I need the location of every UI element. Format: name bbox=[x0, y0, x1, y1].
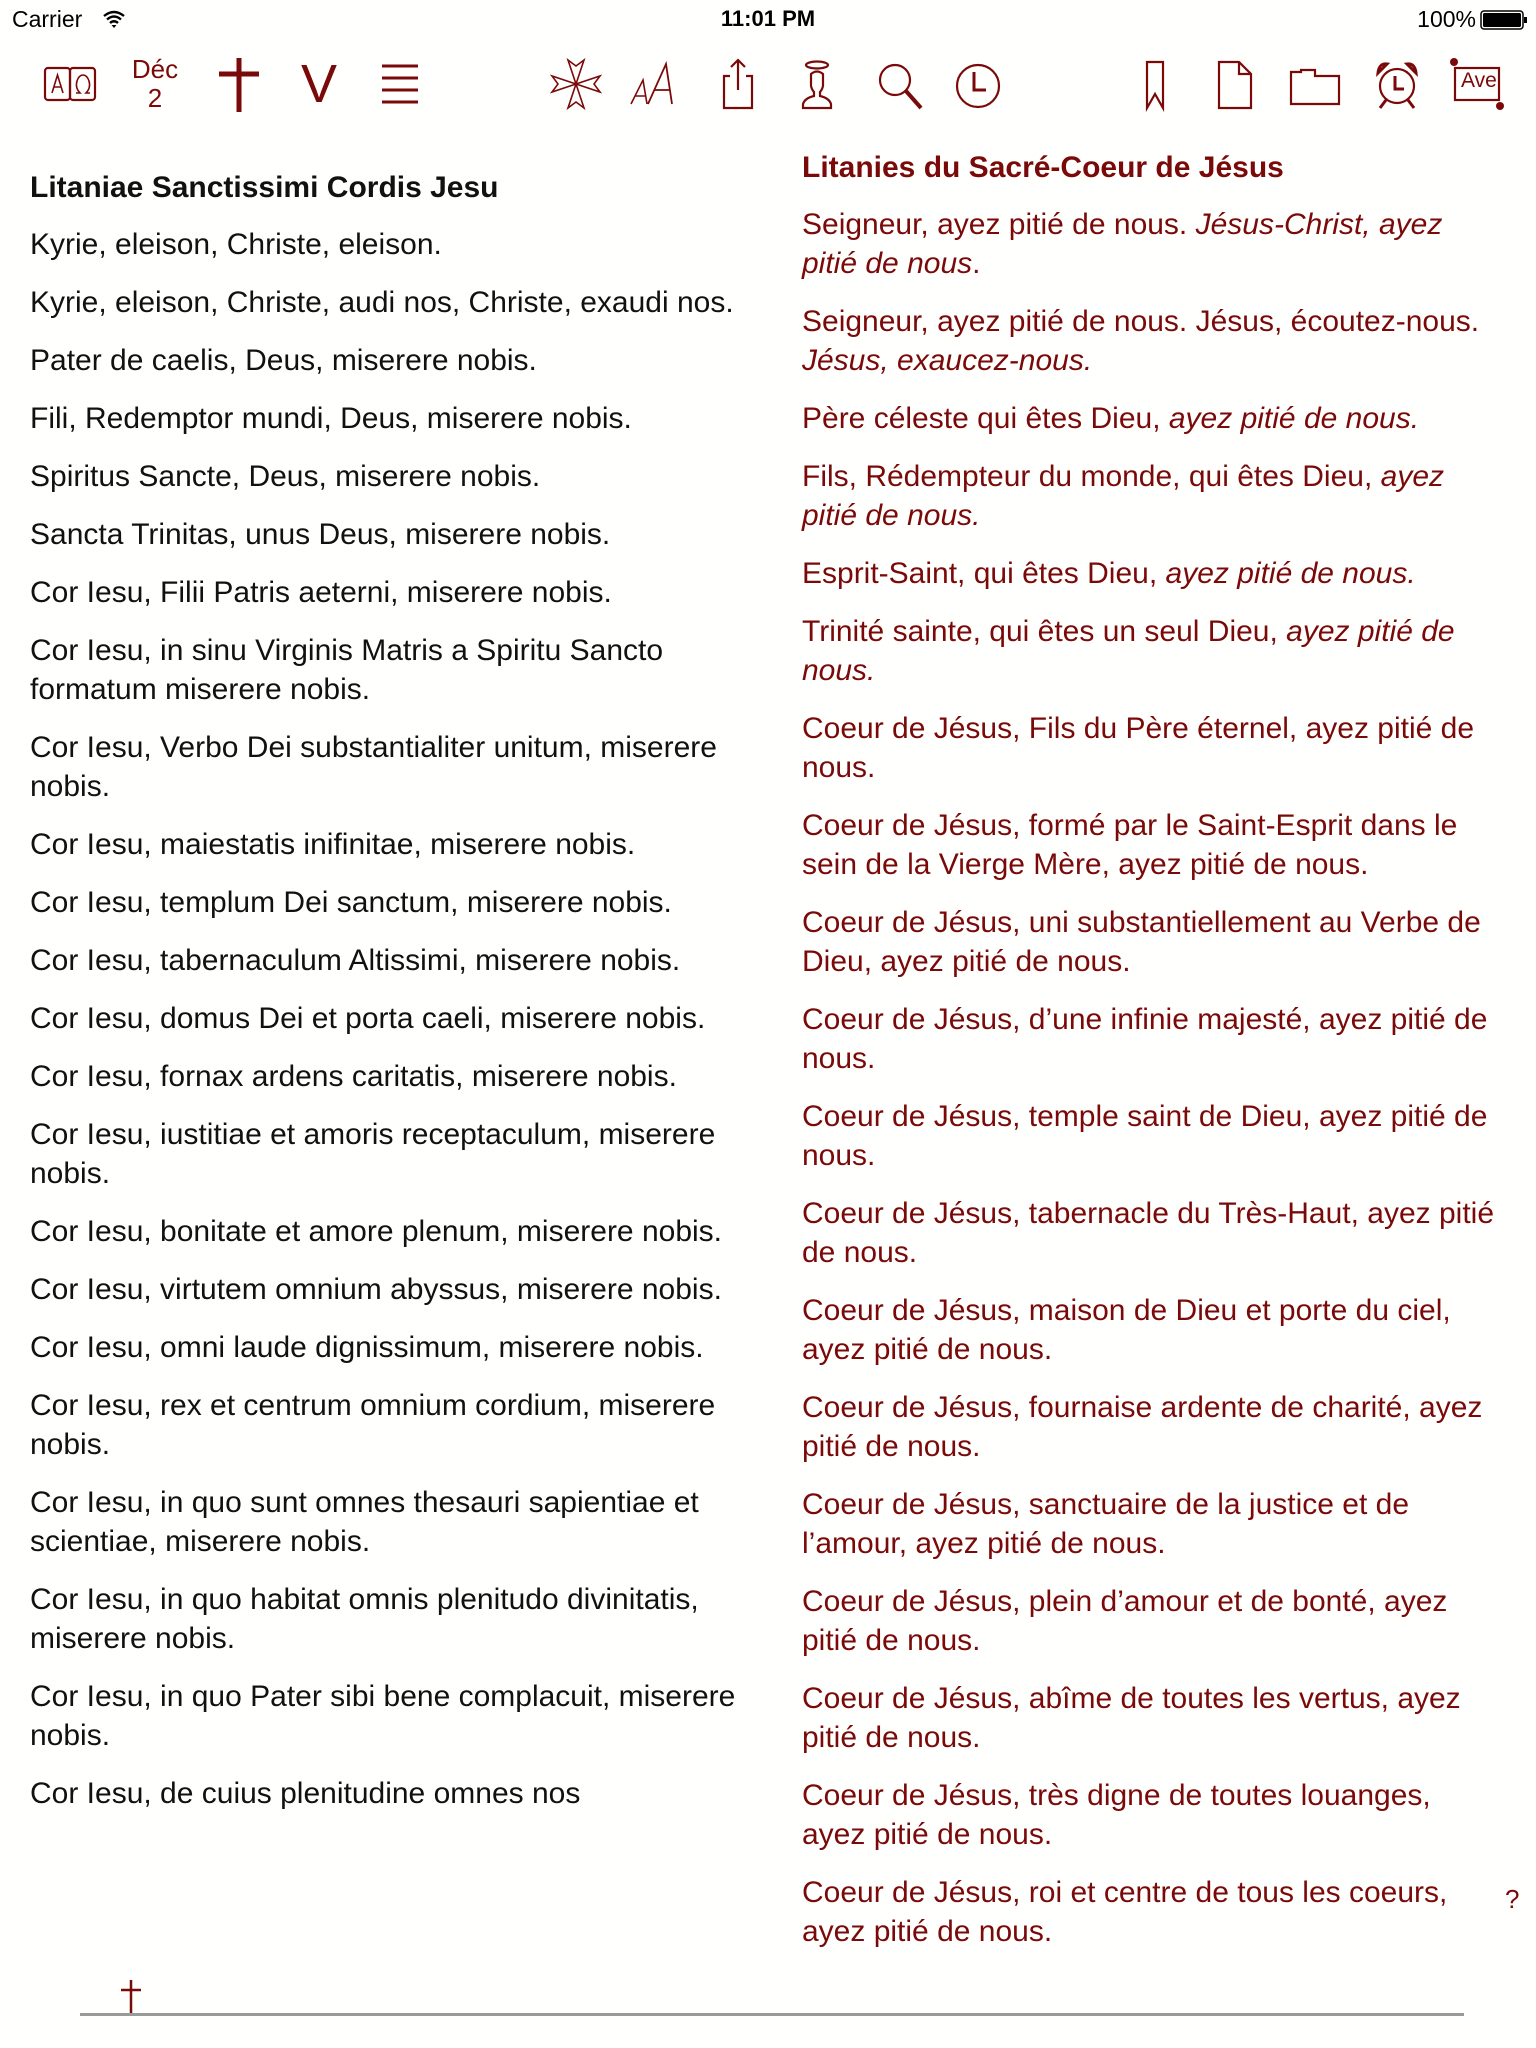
french-verse bbox=[802, 205, 1497, 283]
search-button[interactable] bbox=[867, 52, 931, 116]
french-verse bbox=[802, 457, 1497, 535]
v-icon: V bbox=[300, 54, 338, 114]
verse-text: Coeur de Jésus, temple saint de Dieu, ayez pitié de nous. bbox=[802, 1100, 1488, 1172]
french-verse bbox=[802, 806, 1497, 884]
font-size-icon bbox=[628, 56, 684, 112]
verse-text: Coeur de Jésus, Fils du Père éternel, ayez pitié de nous. bbox=[802, 712, 1475, 784]
verse-response: Jésus, exaucez-nous. bbox=[802, 344, 1093, 377]
latin-verse: Cor Iesu, in sinu Virginis Matris a Spiritu Sancto formatum miserere nobis. bbox=[30, 634, 664, 706]
verse-text: Coeur de Jésus, roi et centre de tous les coeurs, ayez pitié de nous. bbox=[802, 1876, 1448, 1948]
verse-text: Coeur de Jésus, maison de Dieu et porte du ciel, ayez pitié de nous. bbox=[802, 1294, 1451, 1366]
verse-text: Esprit-Saint, qui êtes Dieu, bbox=[802, 557, 1166, 590]
verse-text: Coeur de Jésus, formé par le Saint-Esprit dans le sein de la Vierge Mère, ayez pitié de nous. bbox=[802, 809, 1458, 881]
french-verse bbox=[802, 1776, 1497, 1854]
verse-text: Coeur de Jésus, d’une infinie majesté, ayez pitié de nous. bbox=[802, 1003, 1488, 1075]
verse-text: Coeur de Jésus, abîme de toutes les vertus, ayez pitié de nous. bbox=[802, 1682, 1461, 1754]
history-button[interactable] bbox=[946, 52, 1010, 116]
latin-verse: Cor Iesu, tabernaculum Altissimi, miserere nobis. bbox=[30, 944, 681, 977]
battery-percent: 100% bbox=[1417, 6, 1476, 32]
latin-verse: Cor Iesu, bonitate et amore plenum, miserere nobis. bbox=[30, 1215, 723, 1248]
v-button[interactable] bbox=[287, 52, 351, 116]
latin-verse: Cor Iesu, Filii Patris aeterni, miserere nobis. bbox=[30, 576, 612, 609]
latin-verse: Cor Iesu, iustitiae et amoris receptaculum, miserere nobis. bbox=[30, 1118, 716, 1190]
page-scrubber-track[interactable] bbox=[80, 2013, 1464, 2016]
french-title: Litanies du Sacré-Coeur de Jésus bbox=[802, 151, 1284, 184]
clock-icon bbox=[950, 56, 1006, 112]
cross-icon bbox=[211, 56, 267, 112]
french-verse bbox=[802, 302, 1497, 380]
folder-icon bbox=[1287, 56, 1343, 112]
maltese-cross-icon bbox=[548, 56, 604, 112]
alpha-omega-icon bbox=[42, 56, 98, 112]
date-day: 2 bbox=[147, 83, 163, 113]
cross-button[interactable] bbox=[207, 52, 271, 116]
french-verse bbox=[802, 1194, 1497, 1272]
verse-text: Coeur de Jésus, uni substantiellement au Verbe de Dieu, ayez pitié de nous. bbox=[802, 906, 1481, 978]
document-button[interactable] bbox=[1203, 52, 1267, 116]
french-verse bbox=[802, 1679, 1497, 1757]
verse-text: Coeur de Jésus, plein d’amour et de bonté, ayez pitié de nous. bbox=[802, 1585, 1448, 1657]
latin-title: Litaniae Sanctissimi Cordis Jesu bbox=[30, 171, 499, 204]
share-button[interactable] bbox=[706, 52, 770, 116]
latin-verse: Pater de caelis, Deus, miserere nobis. bbox=[30, 344, 537, 377]
ave-button[interactable] bbox=[1445, 52, 1509, 116]
latin-verse: Sancta Trinitas, unus Deus, miserere nobis. bbox=[30, 518, 611, 551]
latin-verse: Cor Iesu, domus Dei et porta caeli, miserere nobis. bbox=[30, 1002, 706, 1035]
share-icon bbox=[710, 56, 766, 112]
search-icon bbox=[871, 56, 927, 112]
french-verse bbox=[802, 1000, 1497, 1078]
page-cross-marker-icon[interactable] bbox=[116, 1978, 146, 2016]
verse-text: Seigneur, ayez pitié de nous. Jésus, écoutez-nous. bbox=[802, 305, 1480, 338]
french-paragraphs bbox=[802, 205, 1497, 1951]
verse-text: Père céleste qui êtes Dieu, bbox=[802, 402, 1169, 435]
latin-verse: Cor Iesu, fornax ardens caritatis, miserere nobis. bbox=[30, 1060, 677, 1093]
menu-icon bbox=[372, 56, 428, 112]
battery-icon bbox=[1480, 10, 1528, 30]
bookmark-button[interactable] bbox=[1123, 52, 1187, 116]
latin-column bbox=[30, 168, 750, 1945]
french-verse bbox=[802, 1291, 1497, 1369]
help-button[interactable]: ? bbox=[1505, 1884, 1520, 1914]
french-column bbox=[802, 148, 1497, 1970]
verse-text: Fils, Rédempteur du monde, qui êtes Dieu, bbox=[802, 460, 1381, 493]
french-verse bbox=[802, 1873, 1497, 1951]
carrier-label: Carrier bbox=[12, 6, 83, 32]
latin-verse: Cor Iesu, in quo habitat omnis plenitudo divinitatis, miserere nobis. bbox=[30, 1583, 699, 1655]
latin-verse: Cor Iesu, in quo Pater sibi bene complacuit, miserere nobis. bbox=[30, 1680, 736, 1752]
verse-response: ayez pitié de nous. bbox=[802, 615, 1455, 687]
verse-text: Seigneur, ayez pitié de nous. bbox=[802, 208, 1196, 241]
alpha-omega-button[interactable] bbox=[38, 52, 102, 116]
verse-text: Trinité sainte, qui êtes un seul Dieu, bbox=[802, 615, 1287, 648]
french-verse bbox=[802, 709, 1497, 787]
clock-time: 11:01 PM bbox=[720, 6, 816, 31]
french-verse bbox=[802, 554, 1497, 593]
verse-response: ayez pitié de nous. bbox=[1168, 402, 1420, 435]
french-verse bbox=[802, 903, 1497, 981]
latin-verse: Cor Iesu, in quo sunt omnes thesauri sapientiae et scientiae, miserere nobis. bbox=[30, 1486, 699, 1558]
verse-response: ayez pitié de nous. bbox=[802, 460, 1445, 532]
latin-verse: Cor Iesu, virtutem omnium abyssus, miserere nobis. bbox=[30, 1273, 722, 1306]
latin-verse: Cor Iesu, rex et centrum omnium cordium, miserere nobis. bbox=[30, 1389, 716, 1461]
verse-text: . bbox=[972, 247, 981, 280]
verse-text: Coeur de Jésus, tabernacle du Très-Haut, ayez pitié de nous. bbox=[802, 1197, 1495, 1269]
verse-text: Coeur de Jésus, très digne de toutes louanges, ayez pitié de nous. bbox=[802, 1779, 1431, 1851]
latin-verse: Kyrie, eleison, Christe, eleison. bbox=[30, 228, 442, 261]
alarm-button[interactable] bbox=[1365, 52, 1429, 116]
latin-verse: Cor Iesu, templum Dei sanctum, miserere nobis. bbox=[30, 886, 672, 919]
folder-button[interactable] bbox=[1283, 52, 1347, 116]
latin-verse: Spiritus Sancte, Deus, miserere nobis. bbox=[30, 460, 541, 493]
verse-response: Jésus-Christ, ayez pitié de nous bbox=[802, 208, 1443, 280]
saint-icon bbox=[789, 56, 845, 112]
saint-button[interactable] bbox=[785, 52, 849, 116]
latin-verse: Cor Iesu, de cuius plenitudine omnes nos bbox=[30, 1777, 581, 1810]
latin-verse: Kyrie, eleison, Christe, audi nos, Christe, exaudi nos. bbox=[30, 286, 734, 319]
latin-verse: Cor Iesu, maiestatis inifinitae, miserere nobis. bbox=[30, 828, 636, 861]
french-verse bbox=[802, 612, 1497, 690]
latin-paragraphs bbox=[30, 225, 750, 1813]
french-verse bbox=[802, 1097, 1497, 1175]
latin-verse: Cor Iesu, omni laude dignissimum, miserere nobis. bbox=[30, 1331, 704, 1364]
ave-label: Ave bbox=[1461, 69, 1497, 92]
date-button[interactable] bbox=[123, 52, 187, 116]
wifi-icon bbox=[103, 10, 125, 28]
font-size-button[interactable] bbox=[624, 52, 688, 116]
alarm-icon bbox=[1369, 56, 1425, 112]
verse-text: Coeur de Jésus, sanctuaire de la justice et de l’amour, ayez pitié de nous. bbox=[802, 1488, 1410, 1560]
menu-button[interactable] bbox=[368, 52, 432, 116]
verse-text: Coeur de Jésus, fournaise ardente de charité, ayez pitié de nous. bbox=[802, 1391, 1483, 1463]
latin-verse: Fili, Redemptor mundi, Deus, miserere nobis. bbox=[30, 402, 632, 435]
french-verse bbox=[802, 1485, 1497, 1563]
french-verse bbox=[802, 1388, 1497, 1466]
french-verse bbox=[802, 399, 1497, 438]
bookmark-icon bbox=[1127, 56, 1183, 112]
date-month: Déc bbox=[131, 54, 179, 84]
french-verse bbox=[802, 1582, 1497, 1660]
document-icon bbox=[1207, 56, 1263, 112]
maltese-cross-button[interactable] bbox=[544, 52, 608, 116]
verse-response: ayez pitié de nous. bbox=[1165, 557, 1416, 590]
latin-verse: Cor Iesu, Verbo Dei substantialiter unitum, miserere nobis. bbox=[30, 731, 717, 803]
